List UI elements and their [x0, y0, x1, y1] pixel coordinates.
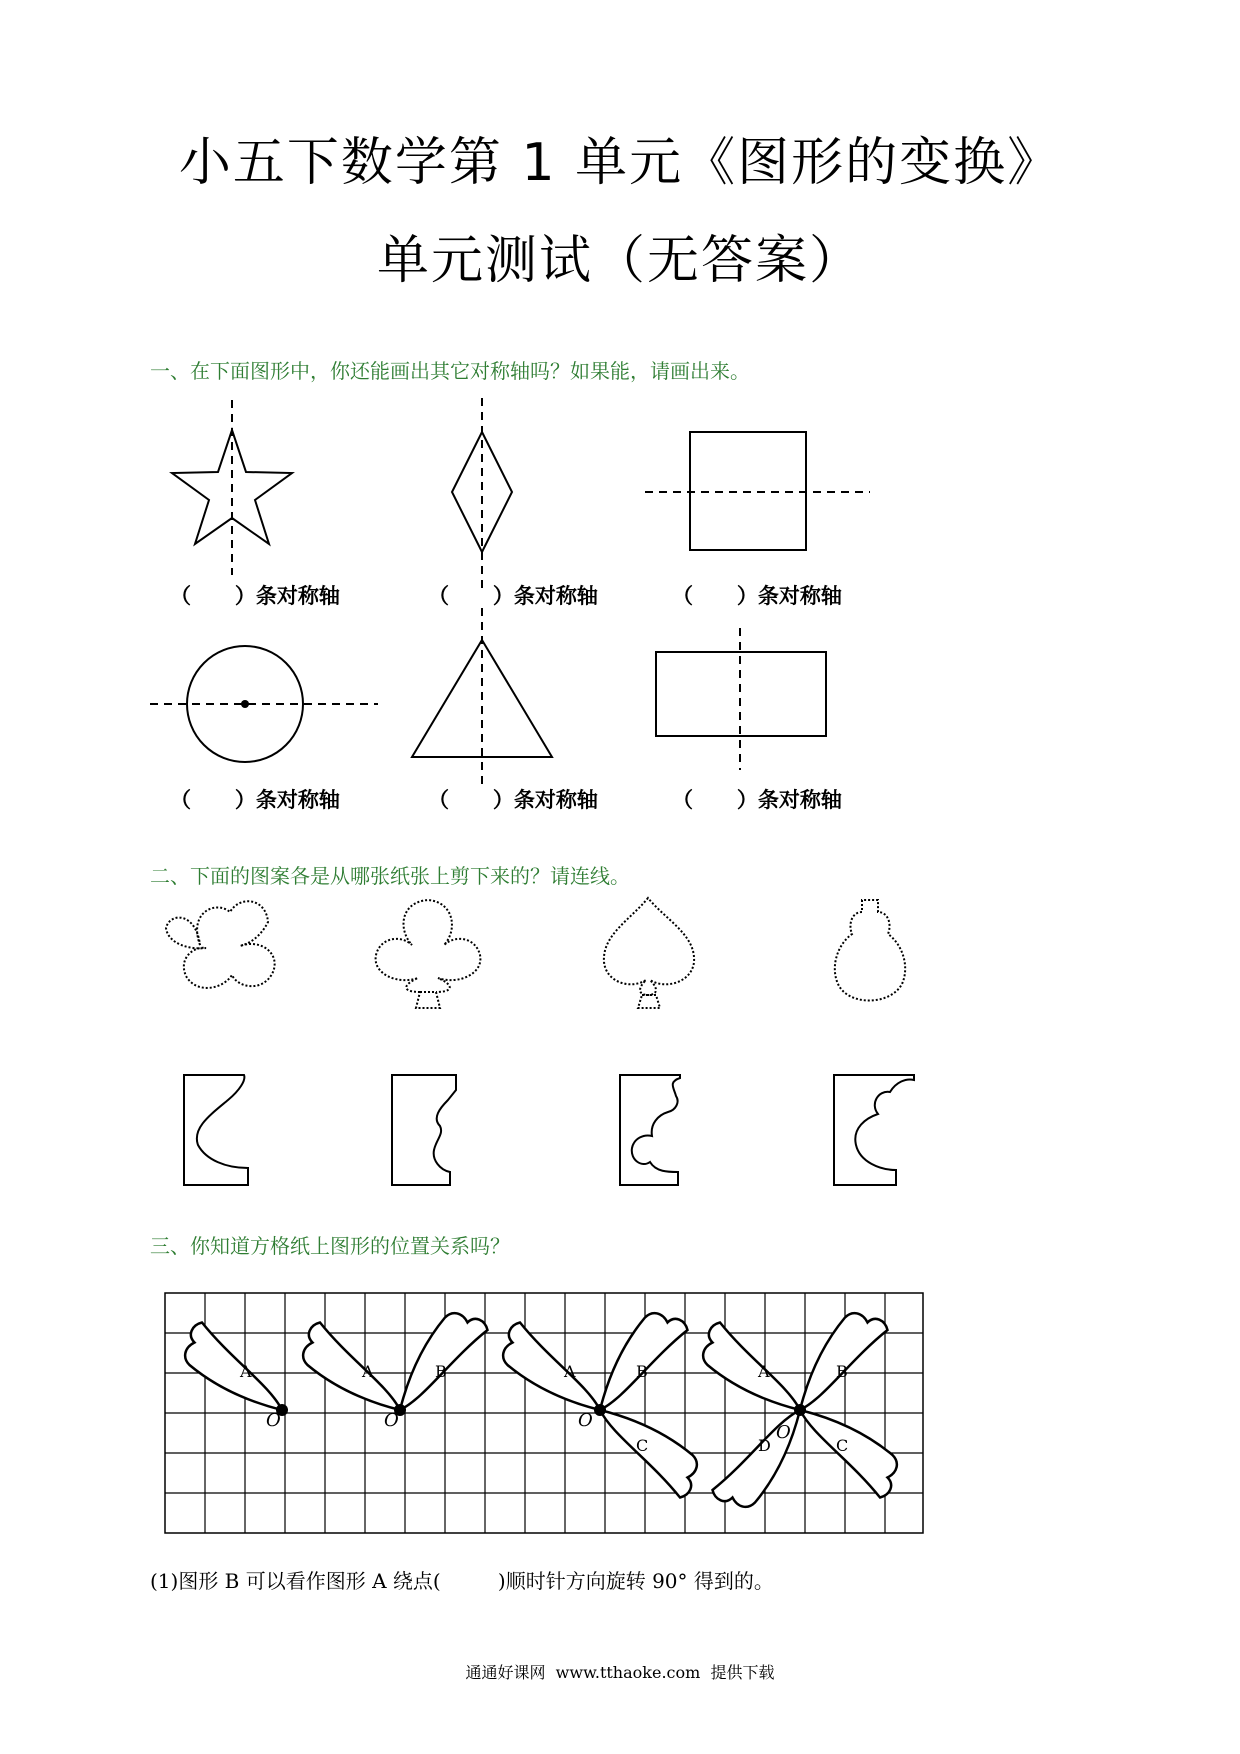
club-stem [416, 992, 440, 1008]
petal-label-a-3: A [564, 1362, 576, 1381]
petal-1-1 [185, 1323, 282, 1411]
club-pattern [376, 900, 481, 992]
petal-3-1 [503, 1323, 600, 1411]
page-title: 小五下数学第 1 单元《图形的变换》 [178, 133, 1062, 193]
axis-count-star: （ ）条对称轴 [170, 584, 340, 608]
petal-label-b-2: B [435, 1362, 447, 1381]
folded-paper-1 [184, 1075, 248, 1185]
point-o-2: O [384, 1410, 399, 1431]
point-o-4: O [776, 1422, 791, 1443]
petal-2-1 [303, 1323, 400, 1411]
gourd-pattern [835, 900, 905, 1001]
question-2: 二、下面的图案各是从哪张纸张上剪下来的？请连线。 [150, 864, 630, 888]
petal-label-a-4: A [758, 1362, 770, 1381]
spade-pattern [604, 898, 694, 995]
petal-label-a-2: A [362, 1362, 374, 1381]
petal-label-c-4: C [836, 1436, 849, 1455]
petal-4-3 [800, 1410, 897, 1498]
rhombus-shape [452, 432, 512, 552]
folded-paper-3 [620, 1075, 680, 1185]
folded-paper-4 [834, 1075, 914, 1185]
petal-label-b-3: B [636, 1362, 648, 1381]
petal-label-d-4: D [758, 1436, 771, 1455]
spade-stem [638, 995, 660, 1008]
point-o-1: O [266, 1410, 281, 1431]
petal-4-1 [703, 1323, 800, 1411]
question-3: 三、你知道方格纸上图形的位置关系吗？ [150, 1234, 510, 1258]
axis-count-square: （ ）条对称轴 [672, 584, 842, 608]
petal-label-a-1: A [240, 1362, 252, 1381]
folded-paper-2 [392, 1075, 456, 1185]
axis-count-triangle: （ ）条对称轴 [428, 788, 598, 812]
point-o-3: O [578, 1410, 593, 1431]
petal-label-b-4: B [836, 1362, 848, 1381]
trefoil-pattern [166, 901, 275, 988]
axis-count-rectangle: （ ）条对称轴 [672, 788, 842, 812]
axis-count-circle: （ ）条对称轴 [170, 788, 340, 812]
petal-3-3 [600, 1410, 697, 1498]
flower-center-3 [594, 1404, 606, 1416]
footer-text: 通通好课网 www.tthaoke.com 提供下载 [465, 1663, 775, 1682]
rectangle-shape [656, 652, 826, 736]
petal-label-c-3: C [636, 1436, 649, 1455]
flower-center-4 [794, 1404, 806, 1416]
page-subtitle: 单元测试（无答案） [376, 231, 863, 291]
sub-question-1: (1)图形 B 可以看作图形 A 绕点( )顺时针方向旋转 90° 得到的。 [150, 1569, 774, 1593]
question-1: 一、在下面图形中，你还能画出其它对称轴吗？如果能，请画出来。 [150, 359, 750, 383]
circle-center-dot [241, 700, 249, 708]
axis-count-rhombus: （ ）条对称轴 [428, 584, 598, 608]
